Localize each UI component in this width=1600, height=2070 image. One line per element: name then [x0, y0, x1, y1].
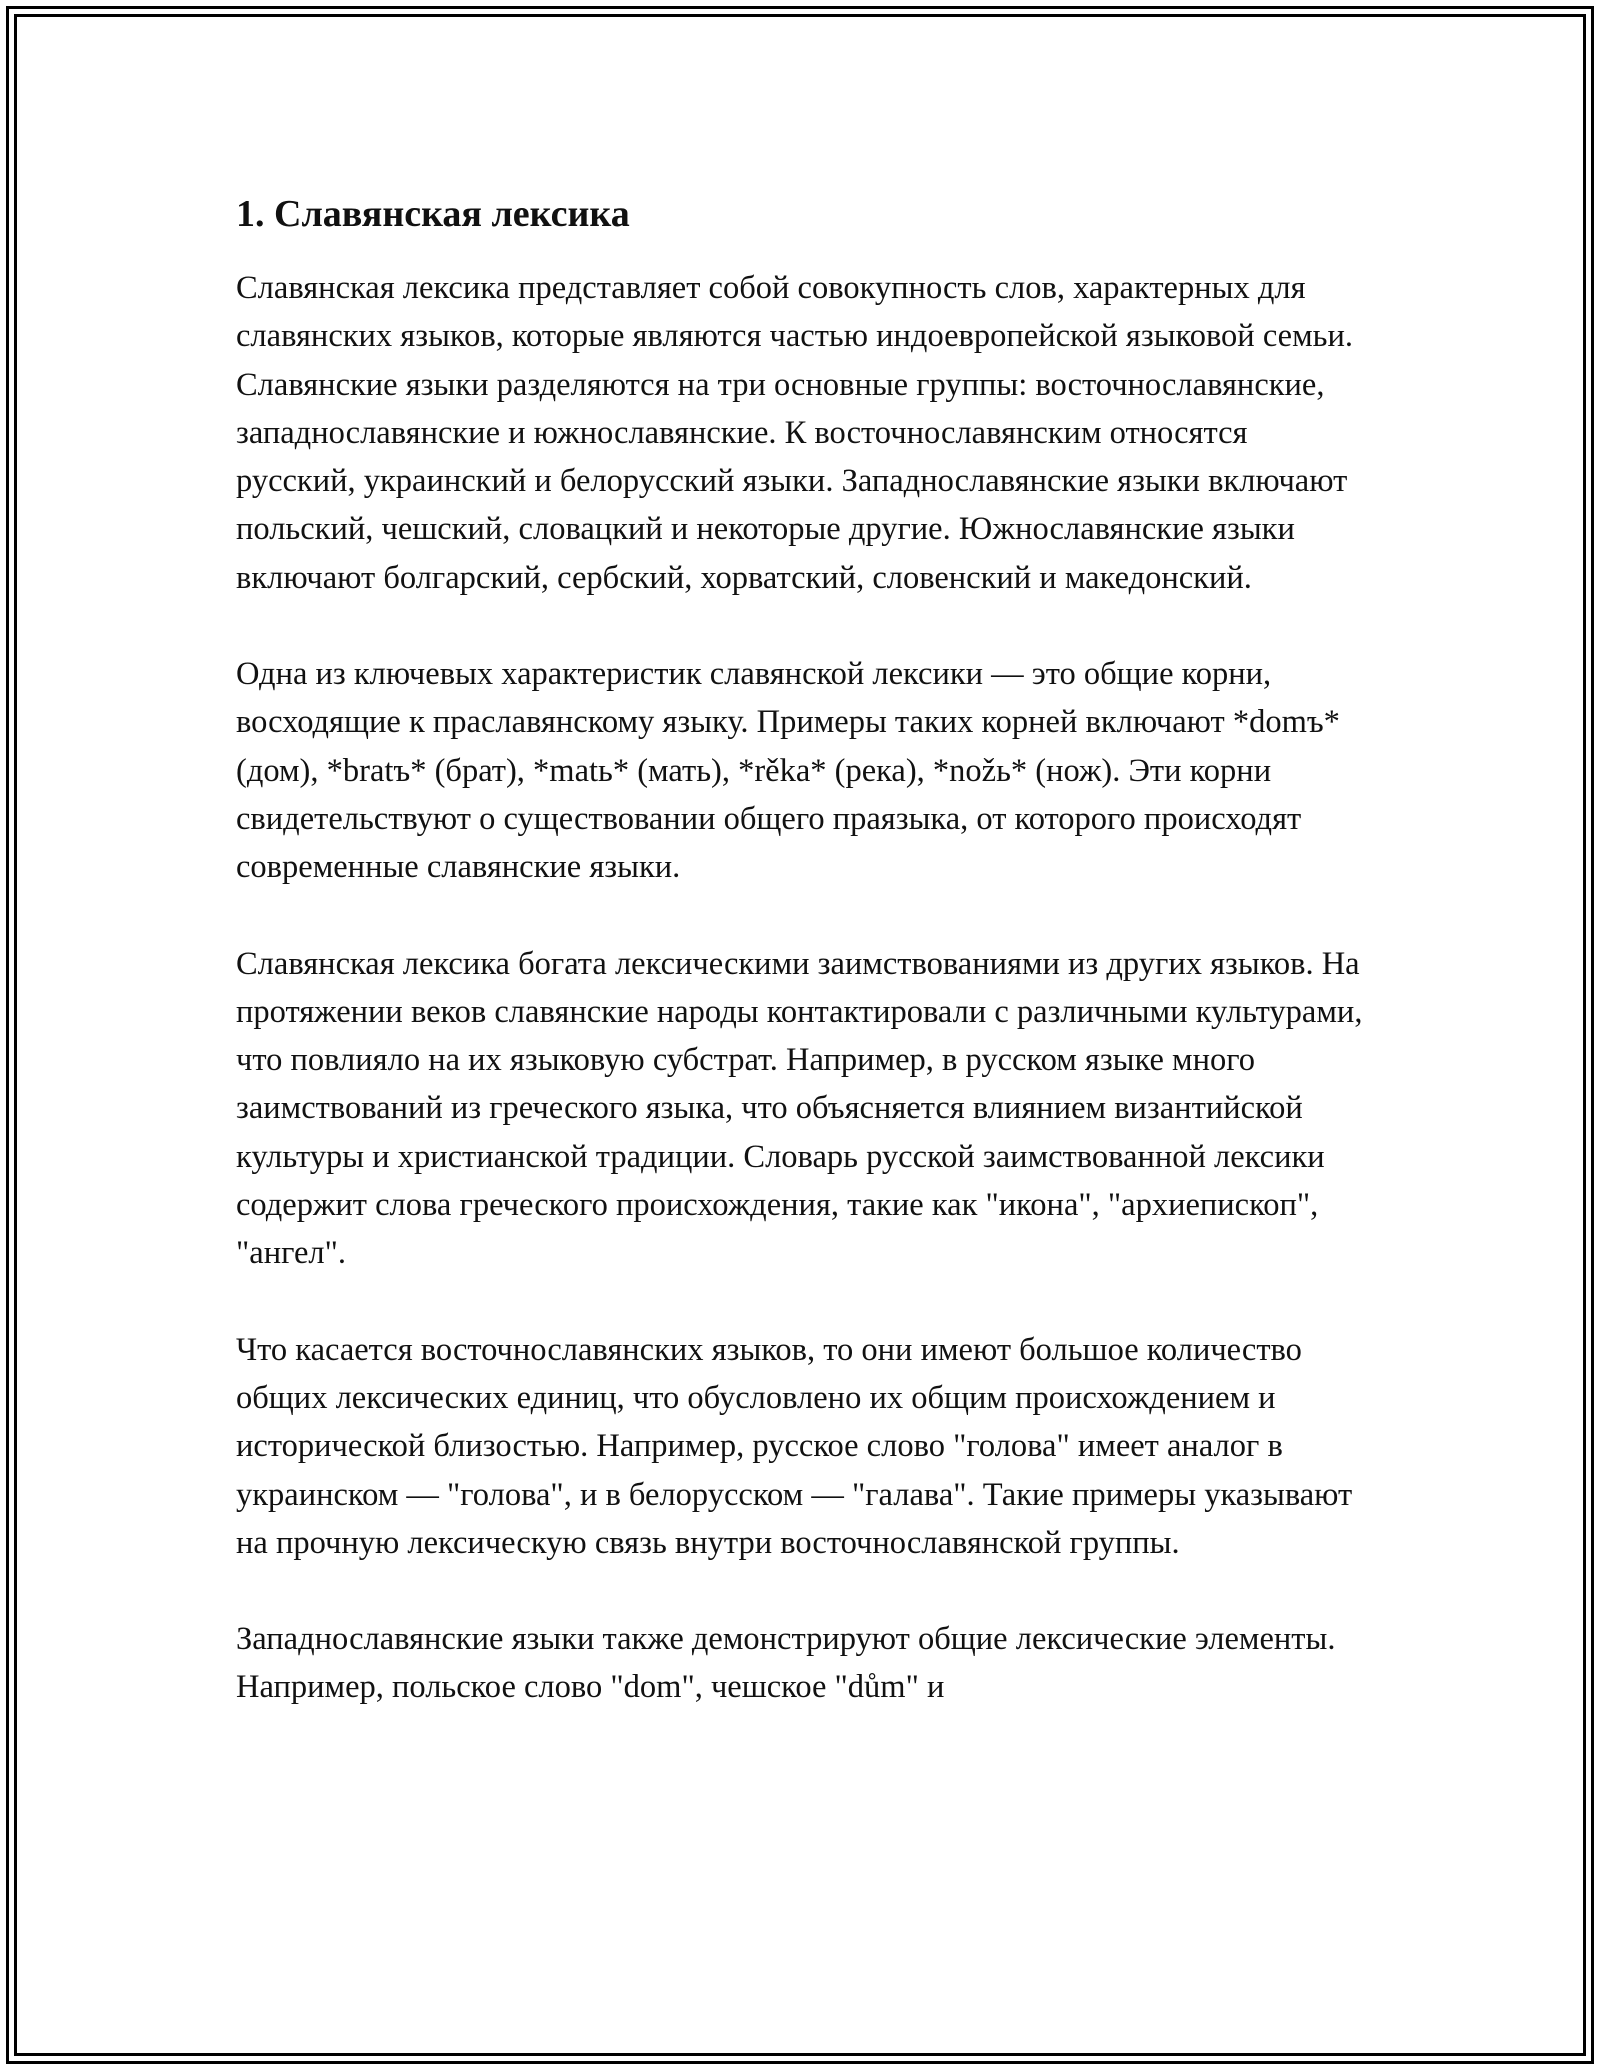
paragraph-borrowings: Славянская лексика богата лексическими заимствованиями из других языков. На протяжении веков славянские народы контактировали с различными культурами, что повлияло на их языковую субстрат. Например, в русском языке много заимствований из греческого языка, что объясняется влиянием византийской культуры и христианской традиции. Словарь русской заимствованной лексики содержит слова греческого происхождения, такие как "икона", "архиепископ", "ангел".	[236, 945, 1363, 1272]
section-heading: 1. Славянская лексика	[236, 193, 630, 235]
paragraph-west-slavic: Западнославянские языки также демонстрируют общие лексические элементы. Например, польское слово "dom", чешское "dům" и	[236, 1621, 1336, 1706]
paragraph-slavic-language-groups: Славянская лексика представляет собой совокупность слов, характерных для славянских языков, которые являются частью индоевропейской языковой семьи. Славянские языки разделяются на три основные группы: восточнославянские, западнославянские и южнославянские. К восточнославянским относятся русский, украинский и белорусский языки. Западнославянские языки включают польский, чешский, словацкий и некоторые другие. Южнославянские языки включают болгарский, сербский, хорватский, словенский и македонский.	[236, 270, 1353, 596]
paragraph-east-slavic: Что касается восточнославянских языков, то они имеют большое количество общих лексических единиц, что обусловлено их общим происхождением и исторической близостью. Например, русское слово "голова" имеет аналог в украинском — "голова", и в белорусском — "галава". Такие примеры указывают на прочную лексическую связь внутри восточнославянской группы.	[236, 1331, 1353, 1561]
paragraph-common-roots: Одна из ключевых характеристик славянской лексики — это общие корни, восходящие к праславянскому языку. Примеры таких корней включают *domъ* (дом), *bratъ* (брат), *matь* (мать), *rěka* (река), *nožь* (нож). Эти корни свидетельствуют о существовании общего праязыка, от которого происходят современные славянские языки.	[236, 656, 1340, 886]
document-page	[236, 186, 1366, 1712]
